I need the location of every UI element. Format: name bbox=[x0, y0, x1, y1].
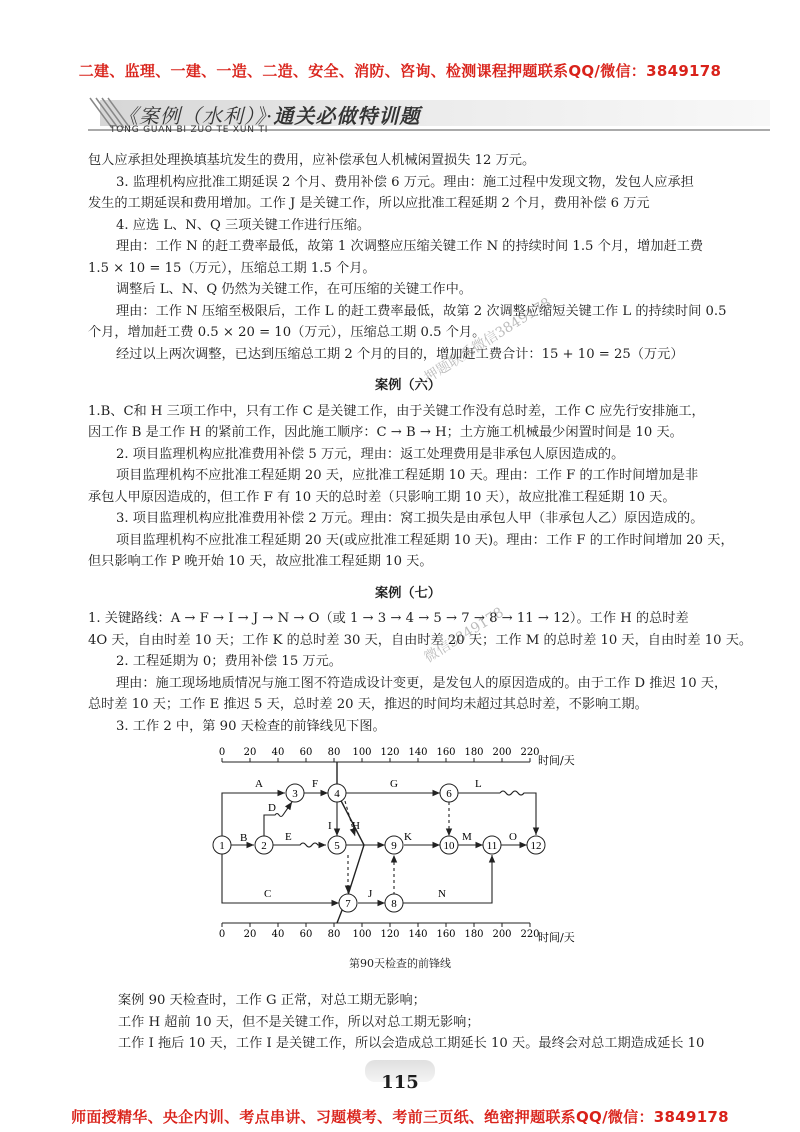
top-axis-tick-label: 60 bbox=[299, 747, 313, 758]
node-12 bbox=[527, 836, 545, 854]
activity-c-arrow bbox=[222, 854, 339, 903]
case-six-heading: 案例（六） bbox=[375, 378, 441, 393]
paragraph: 但只影响工作 P 晚开始 10 天，故应批准工程延期 10 天。 bbox=[88, 554, 433, 569]
paragraph: 1.5 × 10 = 15（万元），压缩总工期 1.5 个月。 bbox=[88, 260, 376, 276]
page-number: 115 bbox=[381, 1072, 419, 1093]
diagram-caption: 第90天检查的前锋线 bbox=[349, 957, 451, 970]
node-2 bbox=[255, 836, 273, 854]
paragraph: 案例 90 天检查时，工作 G 正常，对总工期无影响； bbox=[118, 993, 426, 1008]
top-axis-tick-label: 220 bbox=[520, 747, 540, 758]
bottom-axis-tick-label: 40 bbox=[271, 929, 285, 940]
node-8 bbox=[385, 894, 403, 912]
paragraph: 3. 工作 2 中，第 90 天检查的前锋线见下图。 bbox=[116, 718, 386, 734]
top-axis-tick-label: 200 bbox=[492, 747, 512, 758]
bottom-axis-tick-label: 200 bbox=[492, 929, 512, 940]
label-e: E bbox=[285, 831, 292, 843]
label-l: L bbox=[475, 778, 482, 790]
promo-banner-top: 二建、监理、一建、一造、二造、安全、消防、咨询、检测课程押题联系QQ/微信：3849178 bbox=[78, 62, 722, 80]
paragraph: 项目监理机构不应批准工程延期 20 天(或应批准工程延期 10 天)。理由：工作 F 的工作时间增加 20 天， bbox=[116, 532, 734, 548]
node-9 bbox=[385, 836, 403, 854]
bottom-axis-tick-label: 0 bbox=[218, 929, 226, 940]
bottom-axis-tick-label: 160 bbox=[436, 929, 456, 940]
header-series: 《案例（水利）》 bbox=[118, 104, 266, 128]
activity-l-wave bbox=[500, 791, 536, 835]
bottom-axis-tick-label: 180 bbox=[464, 929, 484, 940]
watermark: 微信3849178 bbox=[421, 604, 507, 667]
label-n: N bbox=[438, 888, 446, 900]
header-dot: · bbox=[266, 104, 274, 128]
closing-text bbox=[118, 990, 758, 1055]
label-d: D bbox=[268, 802, 276, 814]
bottom-axis-tick-label: 20 bbox=[243, 929, 257, 940]
svg-text:11: 11 bbox=[486, 840, 498, 852]
label-a: A bbox=[255, 778, 263, 790]
paragraph: 承包人甲原因造成的，但工作 F 有 10 天的总时差（只影响工期 10 天），故应批准工程延期 10 天。 bbox=[88, 489, 676, 505]
paragraph: 包人应承担处理换填基坑发生的费用，应补偿承包人机械闲置损失 12 万元。 bbox=[88, 153, 536, 168]
top-axis-unit: 时间/天 bbox=[538, 754, 575, 767]
bottom-axis-tick-label: 60 bbox=[299, 929, 313, 940]
top-axis-tick-label: 120 bbox=[380, 747, 400, 758]
svg-text:9: 9 bbox=[391, 840, 397, 852]
network-diagram bbox=[200, 745, 575, 945]
bottom-axis-tick-label: 220 bbox=[520, 929, 540, 940]
node-5 bbox=[328, 836, 346, 854]
svg-text:3: 3 bbox=[292, 788, 298, 800]
paragraph: 理由：工作 N 压缩至极限后，工作 L 的赶工费率最低，故第 2 次调整应缩短关键工作 L 的持续时间 0.5 bbox=[116, 303, 727, 319]
svg-text:4: 4 bbox=[334, 788, 340, 800]
bottom-axis-tick-label: 80 bbox=[327, 929, 341, 940]
label-m: M bbox=[462, 831, 472, 843]
top-axis-tick-label: 100 bbox=[352, 747, 372, 758]
paragraph: 个月，增加赶工费 0.5 × 20 = 10（万元），压缩总工期 0.5 个月。 bbox=[88, 325, 486, 340]
paragraph: 理由：工作 N 的赶工费率最低，故第 1 次调整应压缩关键工作 N 的持续时间 1.5 个月，增加赶工费 bbox=[116, 239, 704, 254]
paragraph: 1. 关键路线：A → F → I → J → N → O（或 1 → 3 → 4 → 5 → 7 → 8 → 11 → 12）。工作 H 的总时差 bbox=[88, 611, 689, 626]
paragraph: 工作 H 超前 10 天，但不是关键工作，所以对总工期无影响； bbox=[118, 1014, 480, 1030]
svg-text:8: 8 bbox=[391, 898, 397, 910]
label-c: C bbox=[264, 888, 272, 900]
label-k: K bbox=[404, 831, 412, 843]
top-axis-tick-label: 180 bbox=[464, 747, 484, 758]
header-pinyin: TONG GUAN BI ZUO TE XUN TI bbox=[110, 125, 269, 135]
watermark: 押题联系微信3849178 bbox=[421, 294, 555, 387]
node-10 bbox=[440, 836, 458, 854]
label-h: H bbox=[352, 820, 360, 832]
label-o: O bbox=[509, 831, 517, 843]
paragraph: 理由：施工现场地质情况与施工图不符造成设计变更，是发包人的原因造成的。由于工作 D 推迟 10 天， bbox=[116, 675, 728, 691]
bottom-axis-tick-label: 140 bbox=[408, 929, 428, 940]
case-seven-heading: 案例（七） bbox=[375, 585, 441, 601]
paragraph: 工作 I 拖后 10 天，工作 I 是关键工作，所以会造成总工期延长 10 天。最终会对总工期造成延长 10 bbox=[118, 1036, 705, 1051]
node-7 bbox=[339, 894, 357, 912]
paragraph: 3. 监理机构应批准工期延误 2 个月、费用补偿 6 万元。理由：施工过程中发现文物，发包人应承担 bbox=[116, 174, 694, 190]
node-3 bbox=[286, 784, 304, 802]
bottom-axis-tick-label: 100 bbox=[352, 929, 372, 940]
svg-text:12: 12 bbox=[530, 840, 542, 852]
paragraph: 2. 工程延期为 0；费用补偿 15 万元。 bbox=[116, 654, 342, 669]
activity-e-arrow bbox=[273, 843, 326, 847]
paragraph: 1.B、C和 H 三项工作中，只有工作 C 是关键工作，由于关键工作没有总时差，工作 C 应先行安排施工， bbox=[88, 403, 705, 419]
top-axis-tick-label: 0 bbox=[218, 747, 226, 758]
bottom-axis-unit: 时间/天 bbox=[538, 931, 575, 944]
paragraph: 4O 天，自由时差 10 天；工作 K 的总时差 30 天，自由时差 20 天；工作 M 的总时差 10 天，自由时差 10 天。 bbox=[88, 632, 753, 648]
svg-text:1: 1 bbox=[219, 840, 225, 852]
bottom-axis-tick-label: 120 bbox=[380, 929, 400, 940]
label-i: I bbox=[328, 820, 332, 832]
label-f: F bbox=[312, 778, 319, 790]
paragraph: 发生的工期延误和费用增加。工作 J 是关键工作，所以应批准工程延期 2 个月，费用补偿 6 万元 bbox=[88, 196, 650, 211]
promo-banner-bottom: 师面授精华、央企内训、考点串讲、习题模考、考前三页纸、绝密押题联系QQ/微信：3849178 bbox=[71, 1108, 729, 1126]
node-11 bbox=[483, 836, 501, 854]
svg-text:5: 5 bbox=[334, 840, 340, 852]
paragraph: 2. 项目监理机构应批准费用补偿 5 万元，理由：返工处理费用是非承包人原因造成的。 bbox=[116, 446, 625, 462]
top-axis-tick-label: 160 bbox=[436, 747, 456, 758]
top-axis-tick-label: 80 bbox=[327, 747, 341, 758]
main-text bbox=[88, 150, 753, 737]
paragraph: 3. 项目监理机构应批准费用补偿 2 万元。理由：窝工损失是由承包人甲（非承包人乙）原因造成的。 bbox=[116, 511, 704, 526]
svg-text:7: 7 bbox=[345, 898, 351, 910]
node-1 bbox=[213, 836, 231, 854]
svg-text:2: 2 bbox=[261, 840, 267, 852]
paragraph: 因工作 B 是工作 H 的紧前工作，因此施工顺序：C → B → H；土方施工机械最少闲置时间是 10 天。 bbox=[88, 425, 683, 440]
paragraph: 调整后 L、N、Q 仍然为关键工作，在可压缩的关键工作中。 bbox=[116, 282, 472, 297]
svg-text:10: 10 bbox=[443, 840, 455, 852]
top-axis-tick-label: 40 bbox=[271, 747, 285, 758]
activity-a-arrow bbox=[222, 793, 285, 845]
label-g: G bbox=[390, 778, 398, 790]
node-6 bbox=[440, 784, 458, 802]
node-4 bbox=[328, 784, 346, 802]
paragraph: 项目监理机构不应批准工程延期 20 天，应批准工程延期 10 天。理由：工作 F 的工作时间增加是非 bbox=[116, 468, 699, 483]
top-axis-tick-label: 140 bbox=[408, 747, 428, 758]
header-main-title: 通关必做特训题 bbox=[273, 104, 421, 128]
label-j: J bbox=[368, 888, 373, 900]
top-axis-tick-label: 20 bbox=[243, 747, 257, 758]
paragraph: 4. 应选 L、N、Q 三项关键工作进行压缩。 bbox=[116, 217, 371, 233]
label-b: B bbox=[240, 832, 248, 844]
paragraph: 经过以上两次调整，已达到压缩总工期 2 个月的目的，增加赶工费合计：15 + 10 = 25（万元） bbox=[116, 346, 684, 362]
svg-text:6: 6 bbox=[446, 788, 452, 800]
activity-n-arrow bbox=[403, 855, 492, 903]
paragraph: 总时差 10 天；工作 E 推迟 5 天，总时差 20 天，推迟的时间均未超过其总时差，不影响工期。 bbox=[88, 697, 648, 712]
